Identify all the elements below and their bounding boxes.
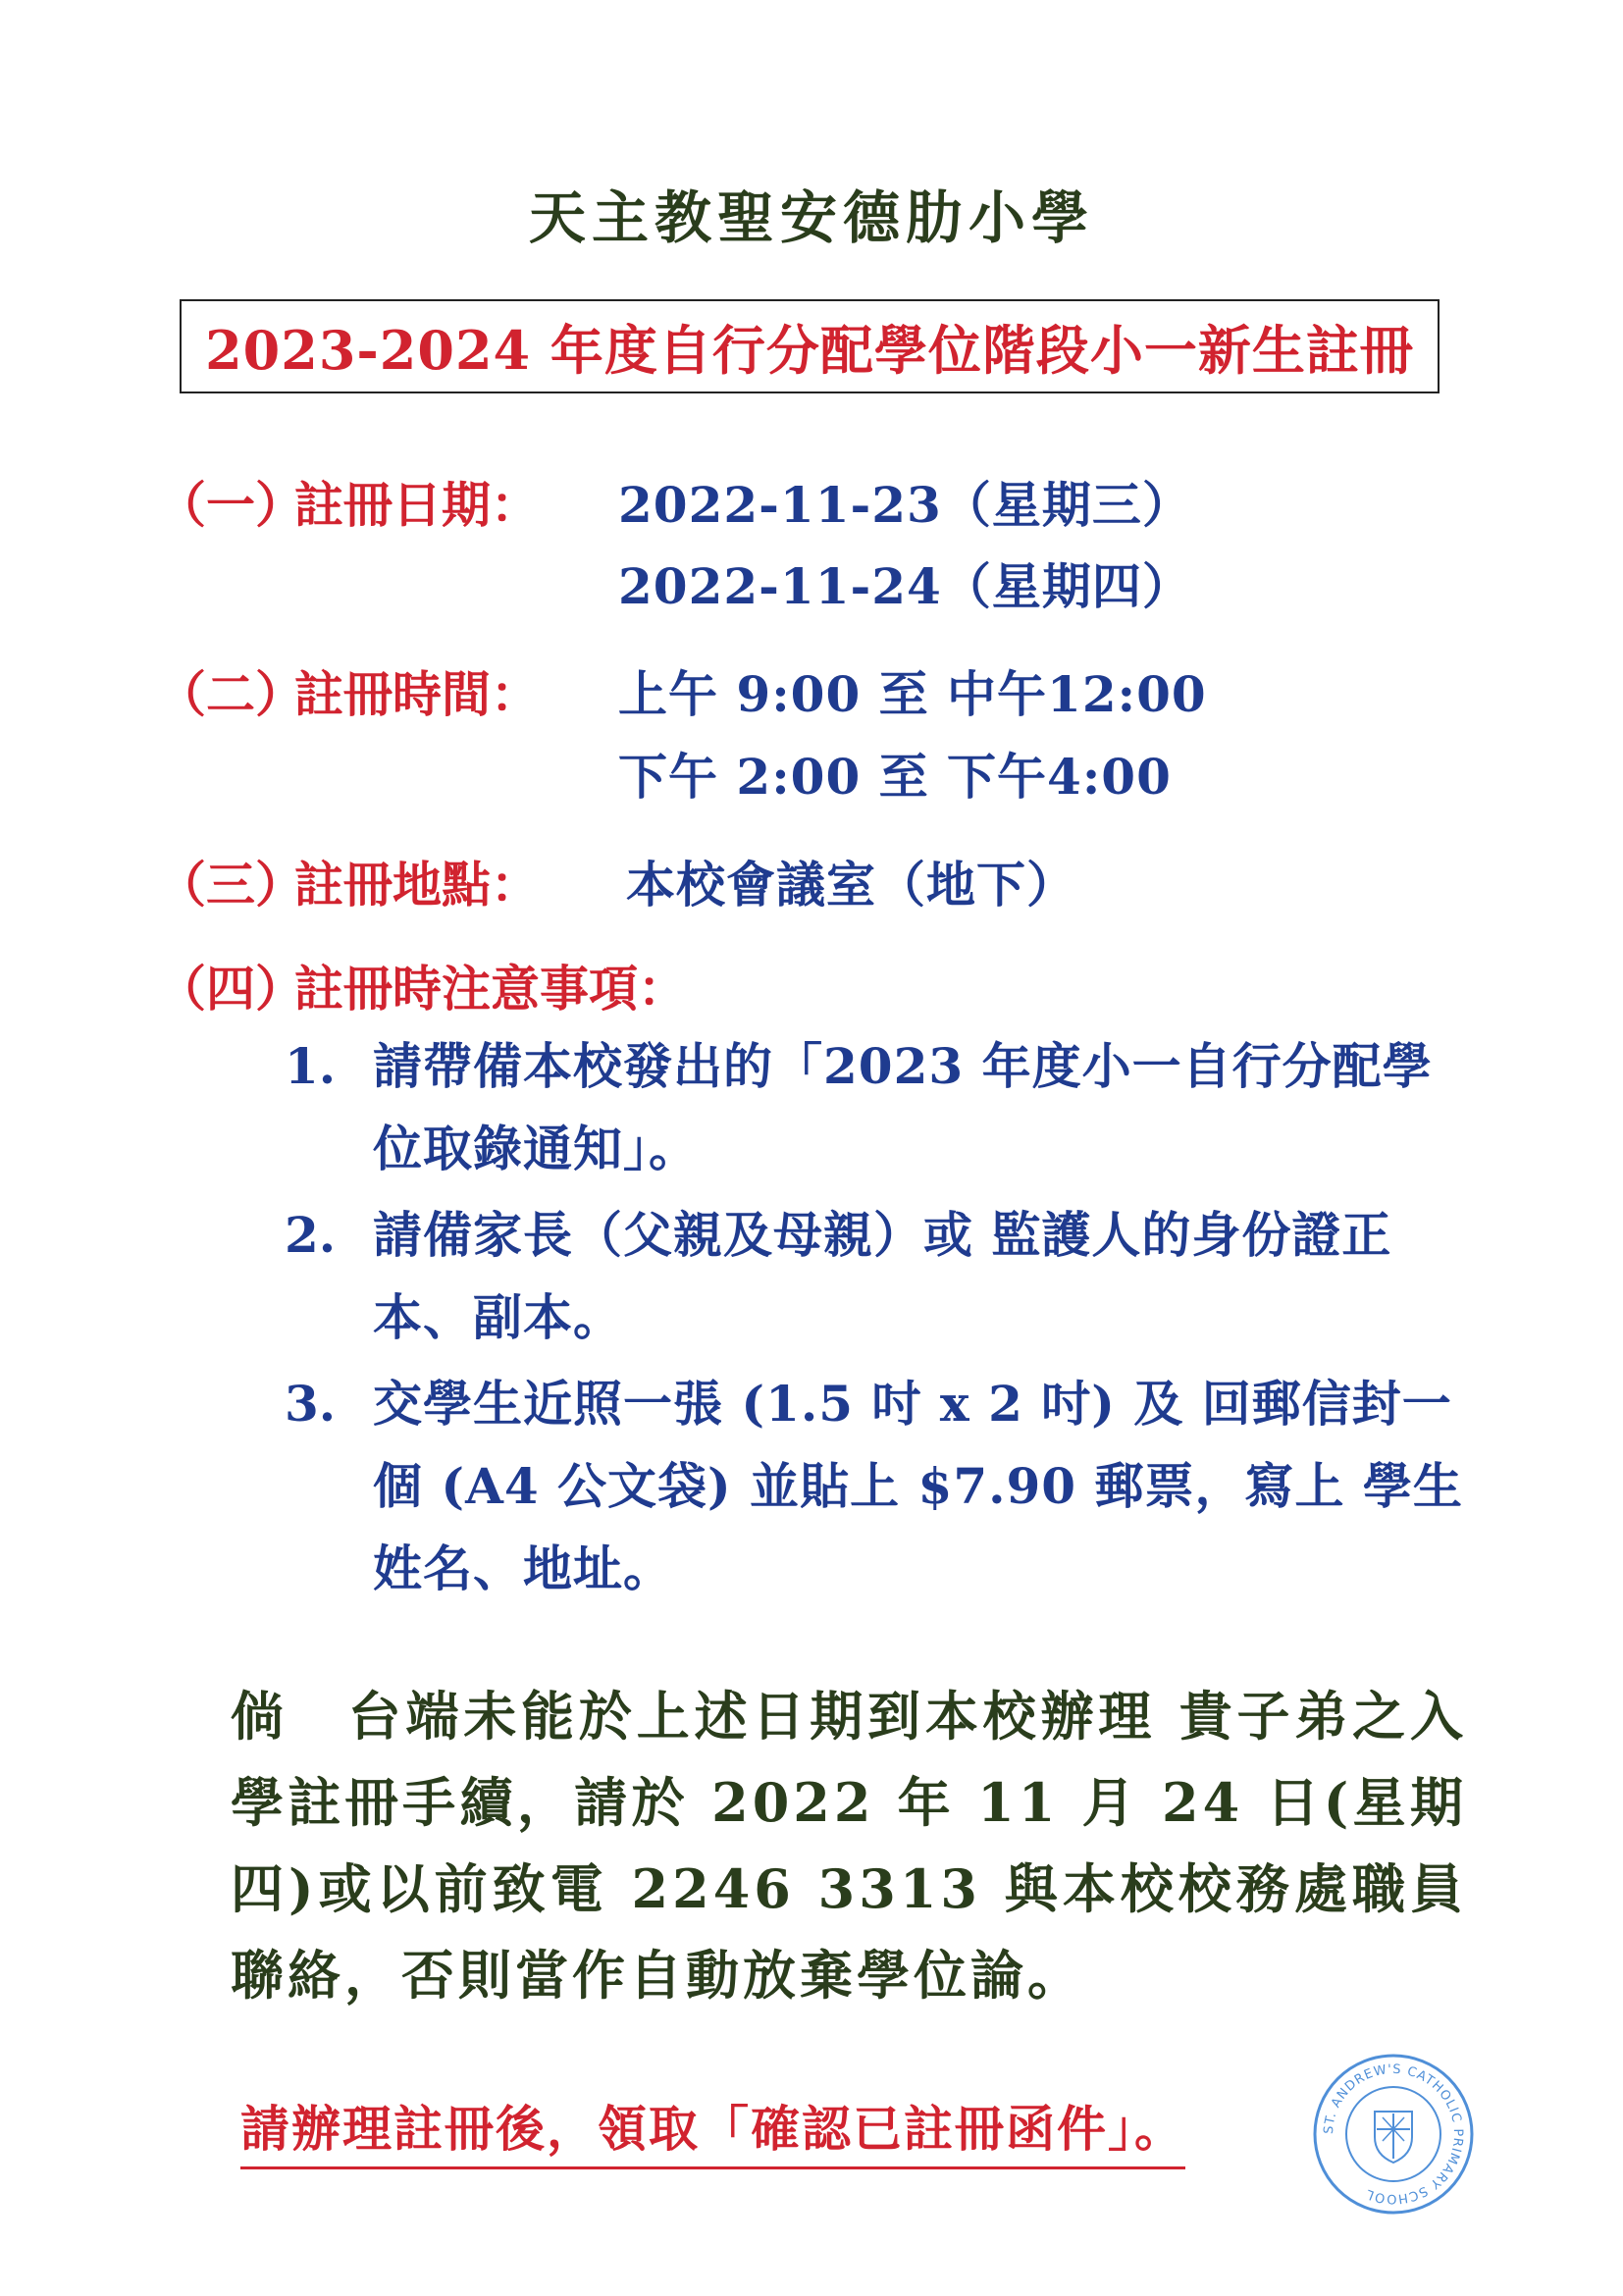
registration-time-morning: 上午 9:00 至 中午12:00 (618, 665, 1207, 723)
section-number: （一） (157, 476, 304, 534)
registration-date-1: 2022-11-23（星期三） (618, 476, 1192, 534)
section-number: （三） (157, 856, 304, 913)
registration-date-2: 2022-11-24（星期四） (618, 557, 1192, 615)
closing-paragraph (231, 1673, 1467, 2018)
note-number: 1. (285, 1037, 337, 1095)
section-registration-notes (157, 950, 687, 1020)
list-item (285, 1363, 1482, 1610)
closing-text: 台端未能於上述日期到本校辦理 貴子弟之入學註冊手續，請於 2022 年 11 月 24 日(星期四)或以前致電 2246 3313 與本校校務處職員聯絡，否則當作自動放棄學位論。 (231, 1685, 1467, 2007)
note-text: 交學生近照一張 (1.5 吋 x 2 吋) 及 回郵信封一個 (A4 公文袋) 並貼上 $7.90 郵票，寫上 學生姓名、地址。 (373, 1375, 1463, 1597)
section-label: 註冊時注意事項： (294, 960, 687, 1018)
section-label: 註冊時間： (294, 665, 540, 723)
notice-title: 2023-2024 年度自行分配學位階段小一新生註冊 (180, 299, 1440, 393)
note-text: 請帶備本校發出的「2023 年度小一自行分配學位取錄通知」。 (373, 1037, 1433, 1177)
registration-time-afternoon: 下午 2:00 至 下午4:00 (618, 748, 1172, 806)
section-registration-time (157, 655, 540, 726)
closing-prefix: 倘 (231, 1685, 288, 1748)
note-number: 2. (285, 1206, 337, 1264)
registration-venue: 本校會議室（地下） (626, 856, 1076, 913)
section-registration-venue (157, 846, 540, 916)
list-item (285, 1025, 1482, 1190)
list-item (285, 1194, 1482, 1359)
section-registration-date (157, 466, 540, 537)
section-number: （二） (157, 665, 304, 723)
school-name: 天主教聖安德肋小學 (528, 184, 1094, 251)
note-text: 請備家長（父親及母親）或 監護人的身份證正本、副本。 (373, 1206, 1392, 1346)
section-label: 註冊日期： (294, 476, 540, 534)
final-note: 請辦理註冊後，領取「確認已註冊函件」。 (240, 2090, 1185, 2169)
notes-list (285, 1025, 1482, 1614)
school-seal-icon (1310, 2051, 1477, 2218)
note-number: 3. (285, 1375, 337, 1433)
seal-ring-text: ST. ANDREW'S CATHOLIC PRIMARY SCHOOL (1321, 2061, 1466, 2207)
section-label: 註冊地點： (294, 856, 540, 913)
section-number: （四） (157, 960, 304, 1018)
